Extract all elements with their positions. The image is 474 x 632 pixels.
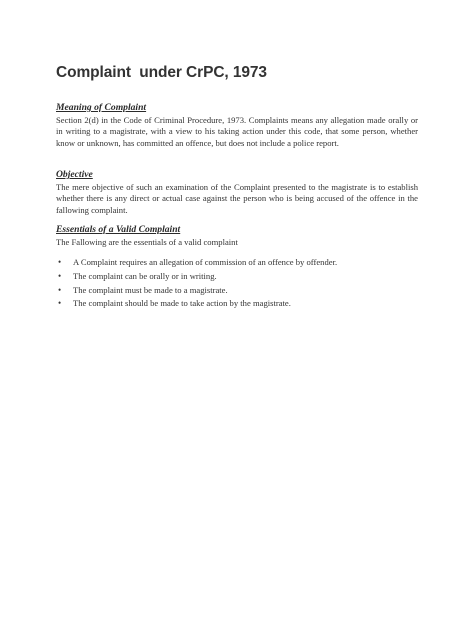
section-objective [56,169,418,216]
section-heading-essentials: Essentials of a Valid Complaint [56,224,181,235]
list-item-text: The complaint must be made to a magistrate. [73,284,228,295]
section-heading-objective: Objective [56,169,93,180]
section-heading-meaning: Meaning of Complaint [56,102,147,113]
section-body-meaning: Section 2(d) in the Code of Criminal Procedure, 1973. Complaints means any allegation made orally or in writing to a magistrate, with a view to his taking action under this code, that some person, whether know or unknown, has committed an offence, but does not include a police report. [56,115,418,148]
bullet-icon: • [58,270,62,281]
section-body-essentials: The Fallowing are the essentials of a valid complaint [56,237,238,247]
list-item-text: The complaint can be orally or in writing. [73,270,217,281]
section-meaning-of-complaint [56,102,418,149]
essentials-bullet-list [56,256,418,311]
section-body-objective: The mere objective of such an examination of the Complaint presented to the magistrate is to establish whether there is any direct or actual case against the person who is being accused of the offence in the fallowing complaint. [56,182,418,215]
bullet-icon: • [58,257,62,267]
list-item [56,284,418,298]
bullet-icon: • [58,284,62,295]
list-item [56,297,418,311]
section-essentials [56,224,418,248]
list-item-text: A Complaint requires an allegation of commission of an offence by offender. [73,257,338,267]
list-item [56,270,418,284]
list-item-text: The complaint should be made to take action by the magistrate. [73,298,291,309]
list-item [56,256,418,270]
document-title: Complaint under CrPC, 1973 [56,64,267,81]
bullet-icon: • [58,298,62,309]
